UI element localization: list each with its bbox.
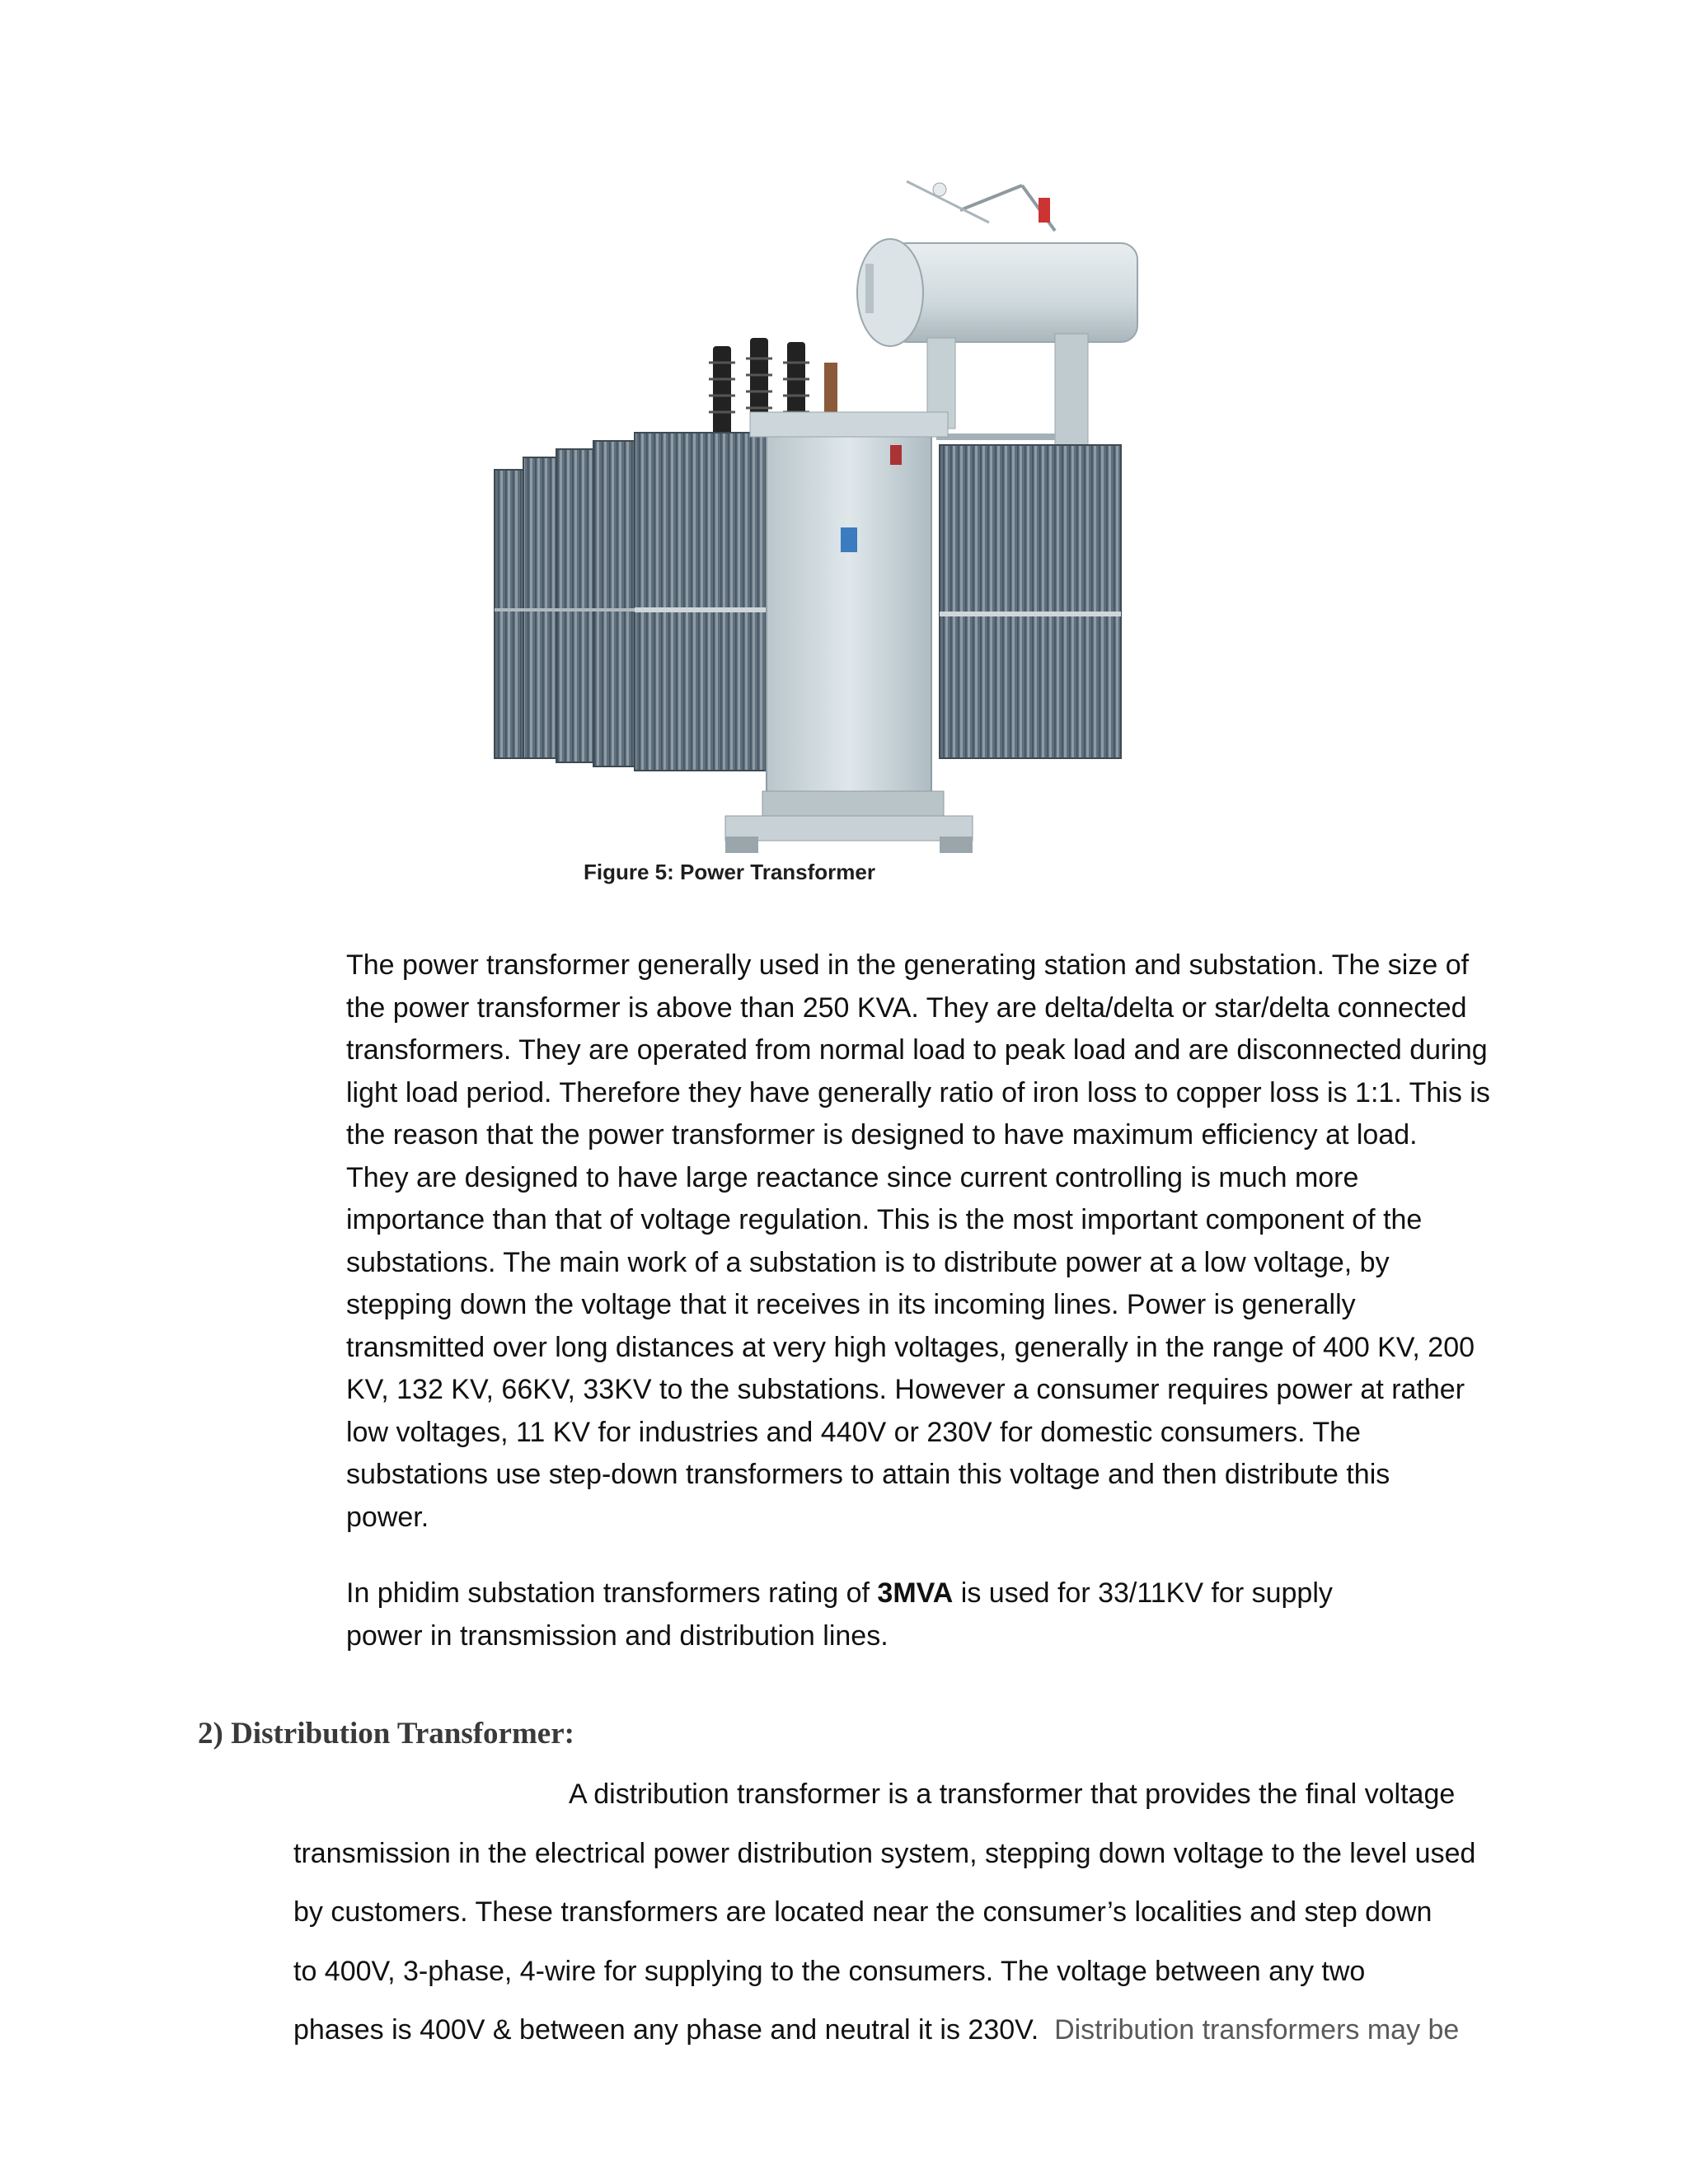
rating-value: 3MVA: [877, 1577, 954, 1609]
text-line: transmitted over long distances at very high voltages, generally in the range of 400 KV, 200: [346, 1331, 1475, 1363]
text-line: power.: [346, 1501, 429, 1533]
paragraph-phidim-substation: [346, 1572, 1333, 1657]
text-line: stepping down the voltage that it receives in its incoming lines. Power is generally: [346, 1289, 1356, 1320]
text-line: the power transformer is above than 250 KVA. They are delta/delta or star/delta connected: [346, 991, 1467, 1024]
text-line: low voltages, 11 KV for industries and 440V or 230V for domestic consumers. The: [346, 1416, 1361, 1448]
text-line: A distribution transformer is a transformer that provides the final voltage: [569, 1779, 1456, 1810]
text-line: light load period. Therefore they have generally ratio of iron loss to copper loss is 1:1. This is: [346, 1076, 1490, 1108]
text-line: KV, 132 KV, 66KV, 33KV to the substations. However a consumer requires power at rather: [346, 1374, 1465, 1405]
section-heading: 2) Distribution Transformer:: [198, 1717, 574, 1750]
text-line: the reason that the power transformer is designed to have maximum efficiency at load.: [346, 1119, 1418, 1151]
paragraph-power-transformer: [346, 944, 1490, 1539]
text-line: to 400V, 3-phase, 4-wire for supplying to the consumers. The voltage between any two: [293, 1955, 1366, 1987]
text-line: transformers. They are operated from normal load to peak load and are disconnected during: [346, 1034, 1488, 1066]
power-transformer-image: [478, 165, 1187, 857]
text-line: by customers. These transformers are located near the consumer’s localities and step down: [293, 1896, 1432, 1928]
text-line: transmission in the electrical power distribution system, stepping down voltage to the level used: [293, 1837, 1476, 1869]
text-line: [346, 1572, 1333, 1615]
figure-caption: Figure 5: Power Transformer: [584, 860, 875, 884]
power-transformer-figure: [478, 165, 1187, 857]
text-line: They are designed to have large reactance since current controlling is much more: [346, 1161, 1359, 1193]
text-segment: phases is 400V & between any phase and neutral it is 230V.: [293, 2014, 1039, 2046]
text-line: substations. The main work of a substation is to distribute power at a low voltage, by: [346, 1246, 1390, 1278]
paragraph-distribution-transformer: [293, 1765, 1475, 2060]
text-segment: In phidim substation transformers rating of: [346, 1577, 878, 1609]
text-line: The power transformer generally used in the generating station and substation. The size of: [346, 949, 1470, 981]
text-line: substations use step-down transformers to attain this voltage and then distribute this: [346, 1459, 1390, 1490]
text-line: [293, 2001, 1475, 2060]
text-segment: is used for 33/11KV for supply: [953, 1577, 1333, 1609]
text-line: importance than that of voltage regulation. This is the most important component of the: [346, 1204, 1423, 1235]
text-line: power in transmission and distribution lines.: [346, 1619, 889, 1652]
text-segment-muted: Distribution transformers may be: [1054, 2014, 1460, 2046]
